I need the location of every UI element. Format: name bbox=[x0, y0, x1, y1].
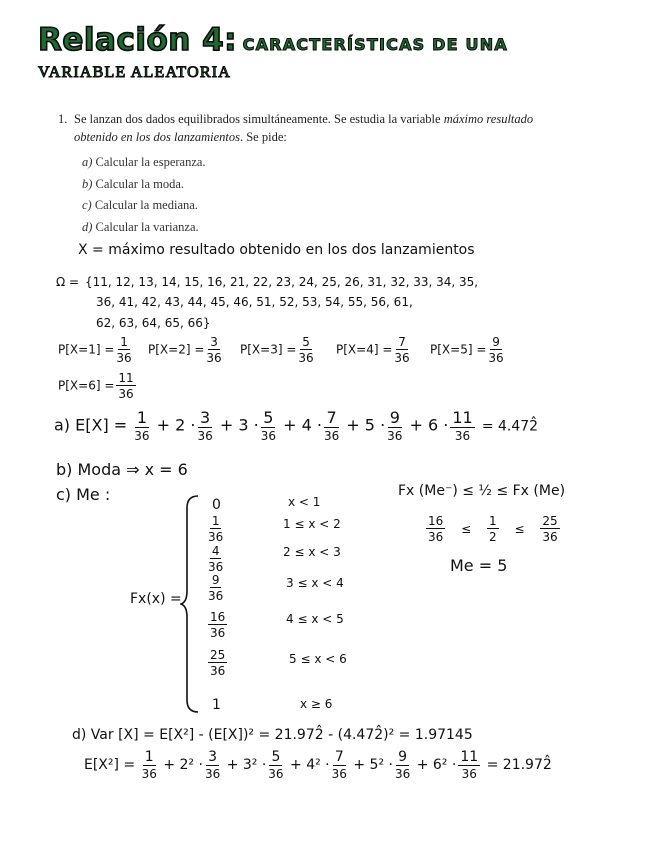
problem-parts bbox=[82, 152, 206, 238]
cdf-cond-5: 5 ≤ x < 6 bbox=[289, 652, 347, 666]
cdf-cond-1: 1 ≤ x < 2 bbox=[283, 517, 341, 531]
cdf-value-1: $\frac{1}{36}$ bbox=[208, 514, 224, 544]
prob-x2: P[X=2] = $\frac{3}{36}$ bbox=[148, 335, 222, 365]
part-d: d) Calcular la varianza. bbox=[82, 219, 199, 234]
sample-space-line-1: {11, 12, 13, 14, 15, 16, 21, 22, 23, 24, 25, 26, 31, 32, 33, 34, 35, bbox=[85, 275, 479, 289]
mode-line: b) Moda ⇒ x = 6 bbox=[56, 460, 188, 479]
title-rest-1: CARACTERÍSTICAS DE UNA bbox=[242, 35, 508, 54]
part-c: c) Calcular la mediana. bbox=[82, 198, 198, 212]
problem-statement bbox=[58, 110, 558, 146]
median-inequality: Fx (Me⁻) ≤ ½ ≤ Fx (Me) bbox=[398, 483, 566, 499]
expectation-line: a) E[X] = $\frac{1}{36}$ + 2 · $\frac{3}{36}$ + 3 · $\frac{5}{36}$ + 4 · $\frac{7}{36}$ + 5 · $\frac{9}{36}$ + 6 · $\frac{11}{36}$ = 4.472̂ bbox=[54, 408, 539, 443]
part-b: b) Calcular la moda. bbox=[82, 176, 185, 191]
statement-text-1: Se lanzan dos dados equilibrados simultáneamente. Se estudia la variable bbox=[74, 112, 444, 126]
variable-definition: X = máximo resultado obtenido en los dos lanzamientos bbox=[78, 242, 475, 258]
cdf-value-2: $\frac{4}{36}$ bbox=[208, 544, 224, 574]
median-result: Me = 5 bbox=[450, 556, 508, 575]
cdf-value-5: $\frac{25}{36}$ bbox=[210, 648, 226, 678]
part-a: a) Calcular la esperanza. bbox=[82, 155, 206, 169]
statement-text-2: . Se pide: bbox=[239, 130, 287, 144]
statement-variable: máximo resultado obtenido en los dos lanzamientos bbox=[74, 112, 534, 144]
title-main: Relación 4: bbox=[38, 22, 238, 58]
cdf-cond-6: x ≥ 6 bbox=[300, 697, 333, 711]
cdf-value-0: 0 bbox=[212, 497, 221, 513]
median-label: c) Me : bbox=[56, 485, 111, 504]
cdf-value-6: 1 bbox=[212, 697, 221, 713]
median-bounds: $\frac{16}{36}$ ≤ $\frac{1}{2}$ ≤ $\frac{25}{36}$ bbox=[428, 514, 558, 544]
variance-line: d) Var [X] = E[X²] - (E[X])² = 21.972̂ - (4.472̂)² = 1.97145 bbox=[72, 727, 473, 743]
sample-space-line-3: 62, 63, 64, 65, 66} bbox=[96, 316, 211, 330]
problem-number: 1. bbox=[58, 112, 68, 126]
cdf-cond-4: 4 ≤ x < 5 bbox=[286, 612, 344, 626]
title-rest-2: VARIABLE ALEATORIA bbox=[38, 64, 232, 81]
page-title bbox=[38, 22, 508, 82]
cdf-label: Fx(x) = bbox=[130, 591, 182, 607]
cdf-cond-0: x < 1 bbox=[288, 495, 321, 509]
cdf-value-4: $\frac{16}{36}$ bbox=[210, 610, 226, 640]
prob-x5: P[X=5] = $\frac{9}{36}$ bbox=[430, 335, 504, 365]
cdf-cond-3: 3 ≤ x < 4 bbox=[286, 576, 344, 590]
sample-space-label: Ω = bbox=[56, 275, 80, 289]
prob-x4: P[X=4] = $\frac{7}{36}$ bbox=[336, 335, 410, 365]
cdf-value-3: $\frac{9}{36}$ bbox=[208, 573, 224, 603]
prob-x6: P[X=6] = $\frac{11}{36}$ bbox=[58, 371, 134, 401]
prob-x3: P[X=3] = $\frac{5}{36}$ bbox=[240, 335, 314, 365]
cdf-cond-2: 2 ≤ x < 3 bbox=[283, 545, 341, 559]
second-moment-line: E[X²] = $\frac{1}{36}$ + 2² · $\frac{3}{36}$ + 3² · $\frac{5}{36}$ + 4² · $\frac{7}{36}$ + 5² · $\frac{9}{36}$ + 6² · $\frac{11}{36}$ = 21.972̂ bbox=[84, 749, 552, 781]
prob-x1: P[X=1] = $\frac{1}{36}$ bbox=[58, 335, 132, 365]
piecewise-brace bbox=[180, 494, 202, 716]
sample-space-line-2: 36, 41, 42, 43, 44, 45, 46, 51, 52, 53, 54, 55, 56, 61, bbox=[96, 295, 413, 309]
